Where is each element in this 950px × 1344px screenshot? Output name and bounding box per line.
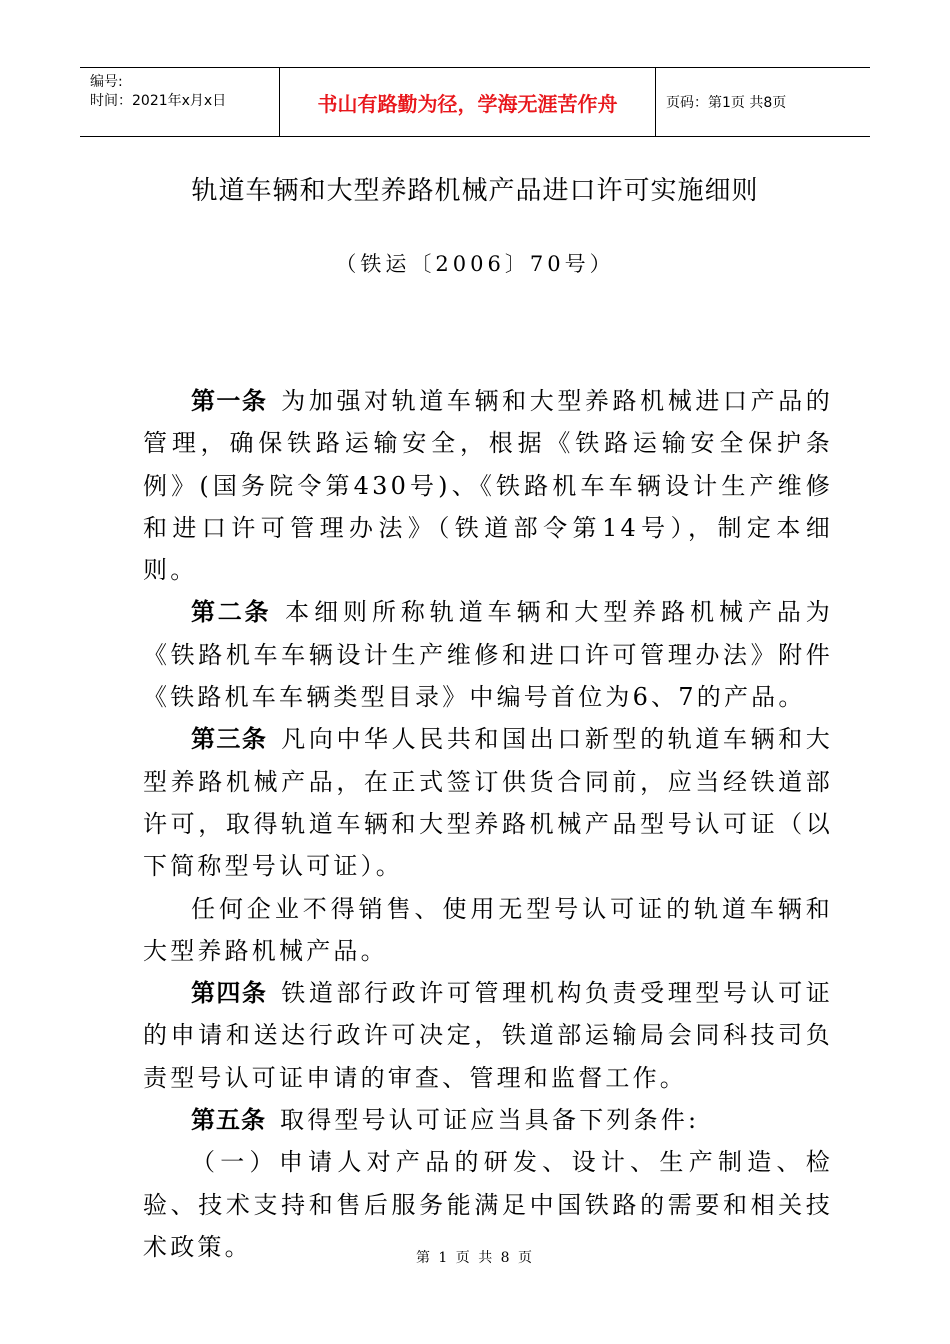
motto-cell: [280, 68, 656, 136]
article-heading: 第一条: [191, 387, 268, 415]
page-footer: 第 1 页 共 8 页: [415, 1250, 535, 1266]
article-heading: 第五条: [191, 1106, 266, 1135]
article-heading: 第四条: [191, 979, 268, 1008]
article-text: （一）申请人对产品的研发、设计、生产制造、检验、技术支持和售后服务能满足中国铁路的需要和相关技术政策。: [143, 1148, 833, 1261]
paragraph-article-3-cont: [143, 888, 833, 973]
article-heading: 第三条: [191, 725, 268, 754]
article-text: 凡向中华人民共和国出口新型的轨道车辆和大型养路机械产品，在正式签订供货合同前，应当经铁道部许可，取得轨道车辆和大型养路机械产品型号认可证（以下简称型号认可证）。: [143, 725, 834, 881]
article-text: 铁道部行政许可管理机构负责受理型号认可证的申请和送达行政许可决定，铁道部运输局会同科技司负责型号认可证申请的审查、管理和监督工作。: [143, 979, 834, 1092]
paragraph-article-3: [143, 718, 833, 887]
document-subtitle: （铁运〔2006〕70号）: [335, 252, 615, 276]
article-text: 取得型号认可证应当具备下列条件:: [280, 1106, 700, 1135]
document-title: 轨道车辆和大型养路机械产品进口许可实施细则: [191, 176, 759, 206]
motto-text: 书山有路勤为径，学海无涯苦作舟: [317, 91, 618, 116]
paragraph-article-5: [143, 1099, 833, 1141]
paragraph-article-1: [143, 380, 833, 591]
paragraph-article-4: [143, 972, 833, 1099]
article-heading: 第二条: [191, 598, 272, 627]
article-text: 本细则所称轨道车辆和大型养路机械产品为《铁路机车车辆设计生产维修和进口许可管理办法》附件《铁路机车车辆类型目录》中编号首位为6、7的产品。: [143, 598, 833, 712]
paragraph-article-2: [143, 591, 833, 718]
header-meta-cell: [80, 68, 280, 136]
document-body: [143, 380, 833, 1268]
header-table: [80, 67, 870, 137]
page-info-text: 页码：第1页 共8页: [666, 95, 787, 111]
article-text: 任何企业不得销售、使用无型号认可证的轨道车辆和大型养路机械产品。: [143, 894, 833, 965]
article-text: 为加强对轨道车辆和大型养路机械进口产品的管理，确保铁路运输安全，根据《铁路运输安全保护条例》(国务院令第430号)、《铁路机车车辆设计生产维修和进口许可管理办法》（铁道部令第14号），制定本细则。: [143, 387, 834, 585]
number-label: 编号:: [90, 74, 123, 90]
date-label: 时间：2021年x月x日: [90, 93, 227, 109]
page-info-cell: [656, 68, 870, 136]
